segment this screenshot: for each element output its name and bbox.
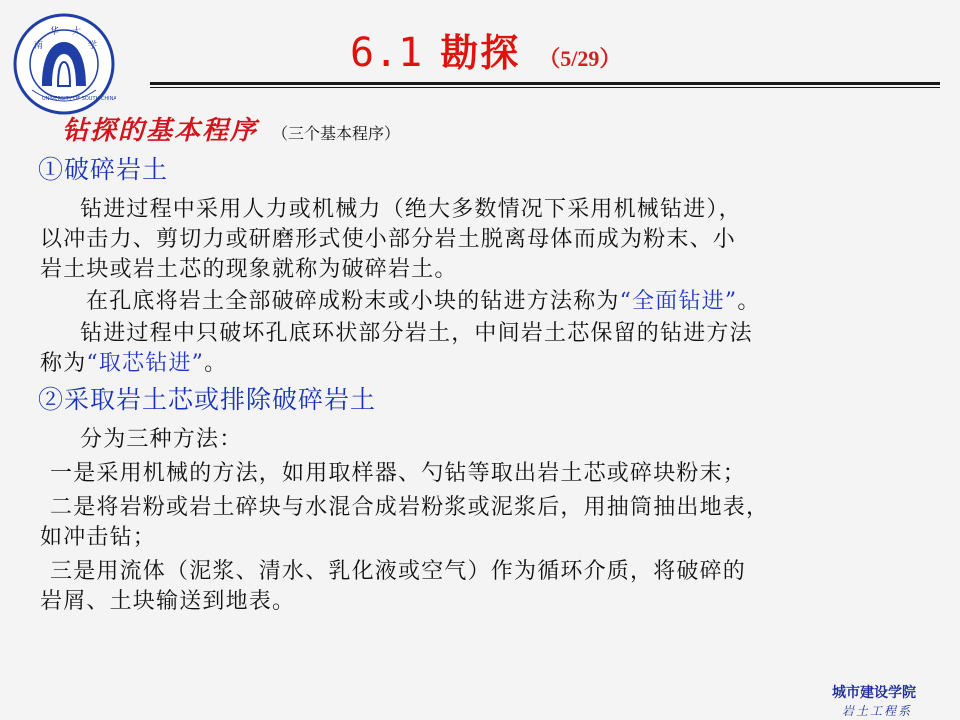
step2-heading: ②采取岩土芯或排除破碎岩土 <box>38 385 377 414</box>
section-word: 勘探 <box>440 30 521 75</box>
step1-p2 <box>86 287 761 317</box>
svg-text:UNIVERSITY OF SOUTH CHINA: UNIVERSITY OF SOUTH CHINA <box>42 96 116 102</box>
section-number: 6.1 <box>350 30 423 76</box>
step1-p3-line1: 钻进过程中只破坏孔底环状部分岩土，中间岩土芯保留的钻进方法 <box>80 321 753 346</box>
term-core-drilling: “取芯钻进” <box>86 351 205 376</box>
step1-heading: ①破碎岩土 <box>38 155 169 184</box>
university-emblem-icon <box>12 12 116 116</box>
section-title: 钻探的基本程序 <box>62 116 259 146</box>
step1-p1-line3: 岩土块或岩土芯的现象就称为破碎岩土。 <box>40 257 458 282</box>
section-note: （三个基本程序） <box>272 124 401 143</box>
section-heading <box>62 110 400 147</box>
step2-method2-line2: 如冲击钻； <box>40 525 157 550</box>
step2-method3-line1: 三是用流体（泥浆、清水、乳化液或空气）作为循环介质，将破碎的 <box>50 559 747 584</box>
step1-p1-line1: 钻进过程中采用人力或机械力（绝大多数情况下采用机械钻进）， <box>80 197 742 222</box>
title-divider-thin <box>150 87 940 88</box>
step1-p2-end: 。 <box>737 289 761 314</box>
footer-department: 岩土工程系 <box>842 704 913 718</box>
step1-p3-lead: 称为 <box>40 351 87 376</box>
title-divider-thick <box>150 82 940 85</box>
svg-text:学: 学 <box>88 41 98 51</box>
step2-intro: 分为三种方法： <box>80 427 243 452</box>
slide-title <box>350 22 622 76</box>
step1-p3-line2 <box>40 349 227 379</box>
page-indicator: （5/29） <box>538 46 622 71</box>
svg-text:南: 南 <box>34 41 44 51</box>
step1-p3-end: 。 <box>204 351 228 376</box>
footer-school: 城市建设学院 <box>832 685 916 701</box>
step2-method1: 一是采用机械的方法，如用取样器、勺钻等取出岩土芯或碎块粉末； <box>50 461 747 486</box>
step2-method3-line2: 岩屑、土块输送到地表。 <box>40 589 296 614</box>
svg-text:大: 大 <box>72 27 82 37</box>
step1-p2-text: 在孔底将岩土全部破碎成粉末或小块的钻进方法称为 <box>86 289 620 314</box>
svg-text:华: 华 <box>50 27 60 37</box>
term-full-face-drilling: “全面钻进” <box>619 289 738 314</box>
step2-method2-line1: 二是将岩粉或岩土碎块与水混合成岩粉浆或泥浆后，用抽筒抽出地表， <box>50 495 770 520</box>
step1-p1-line2: 以冲击力、剪切力或研磨形式使小部分岩土脱离母体而成为粉末、小 <box>40 227 737 252</box>
